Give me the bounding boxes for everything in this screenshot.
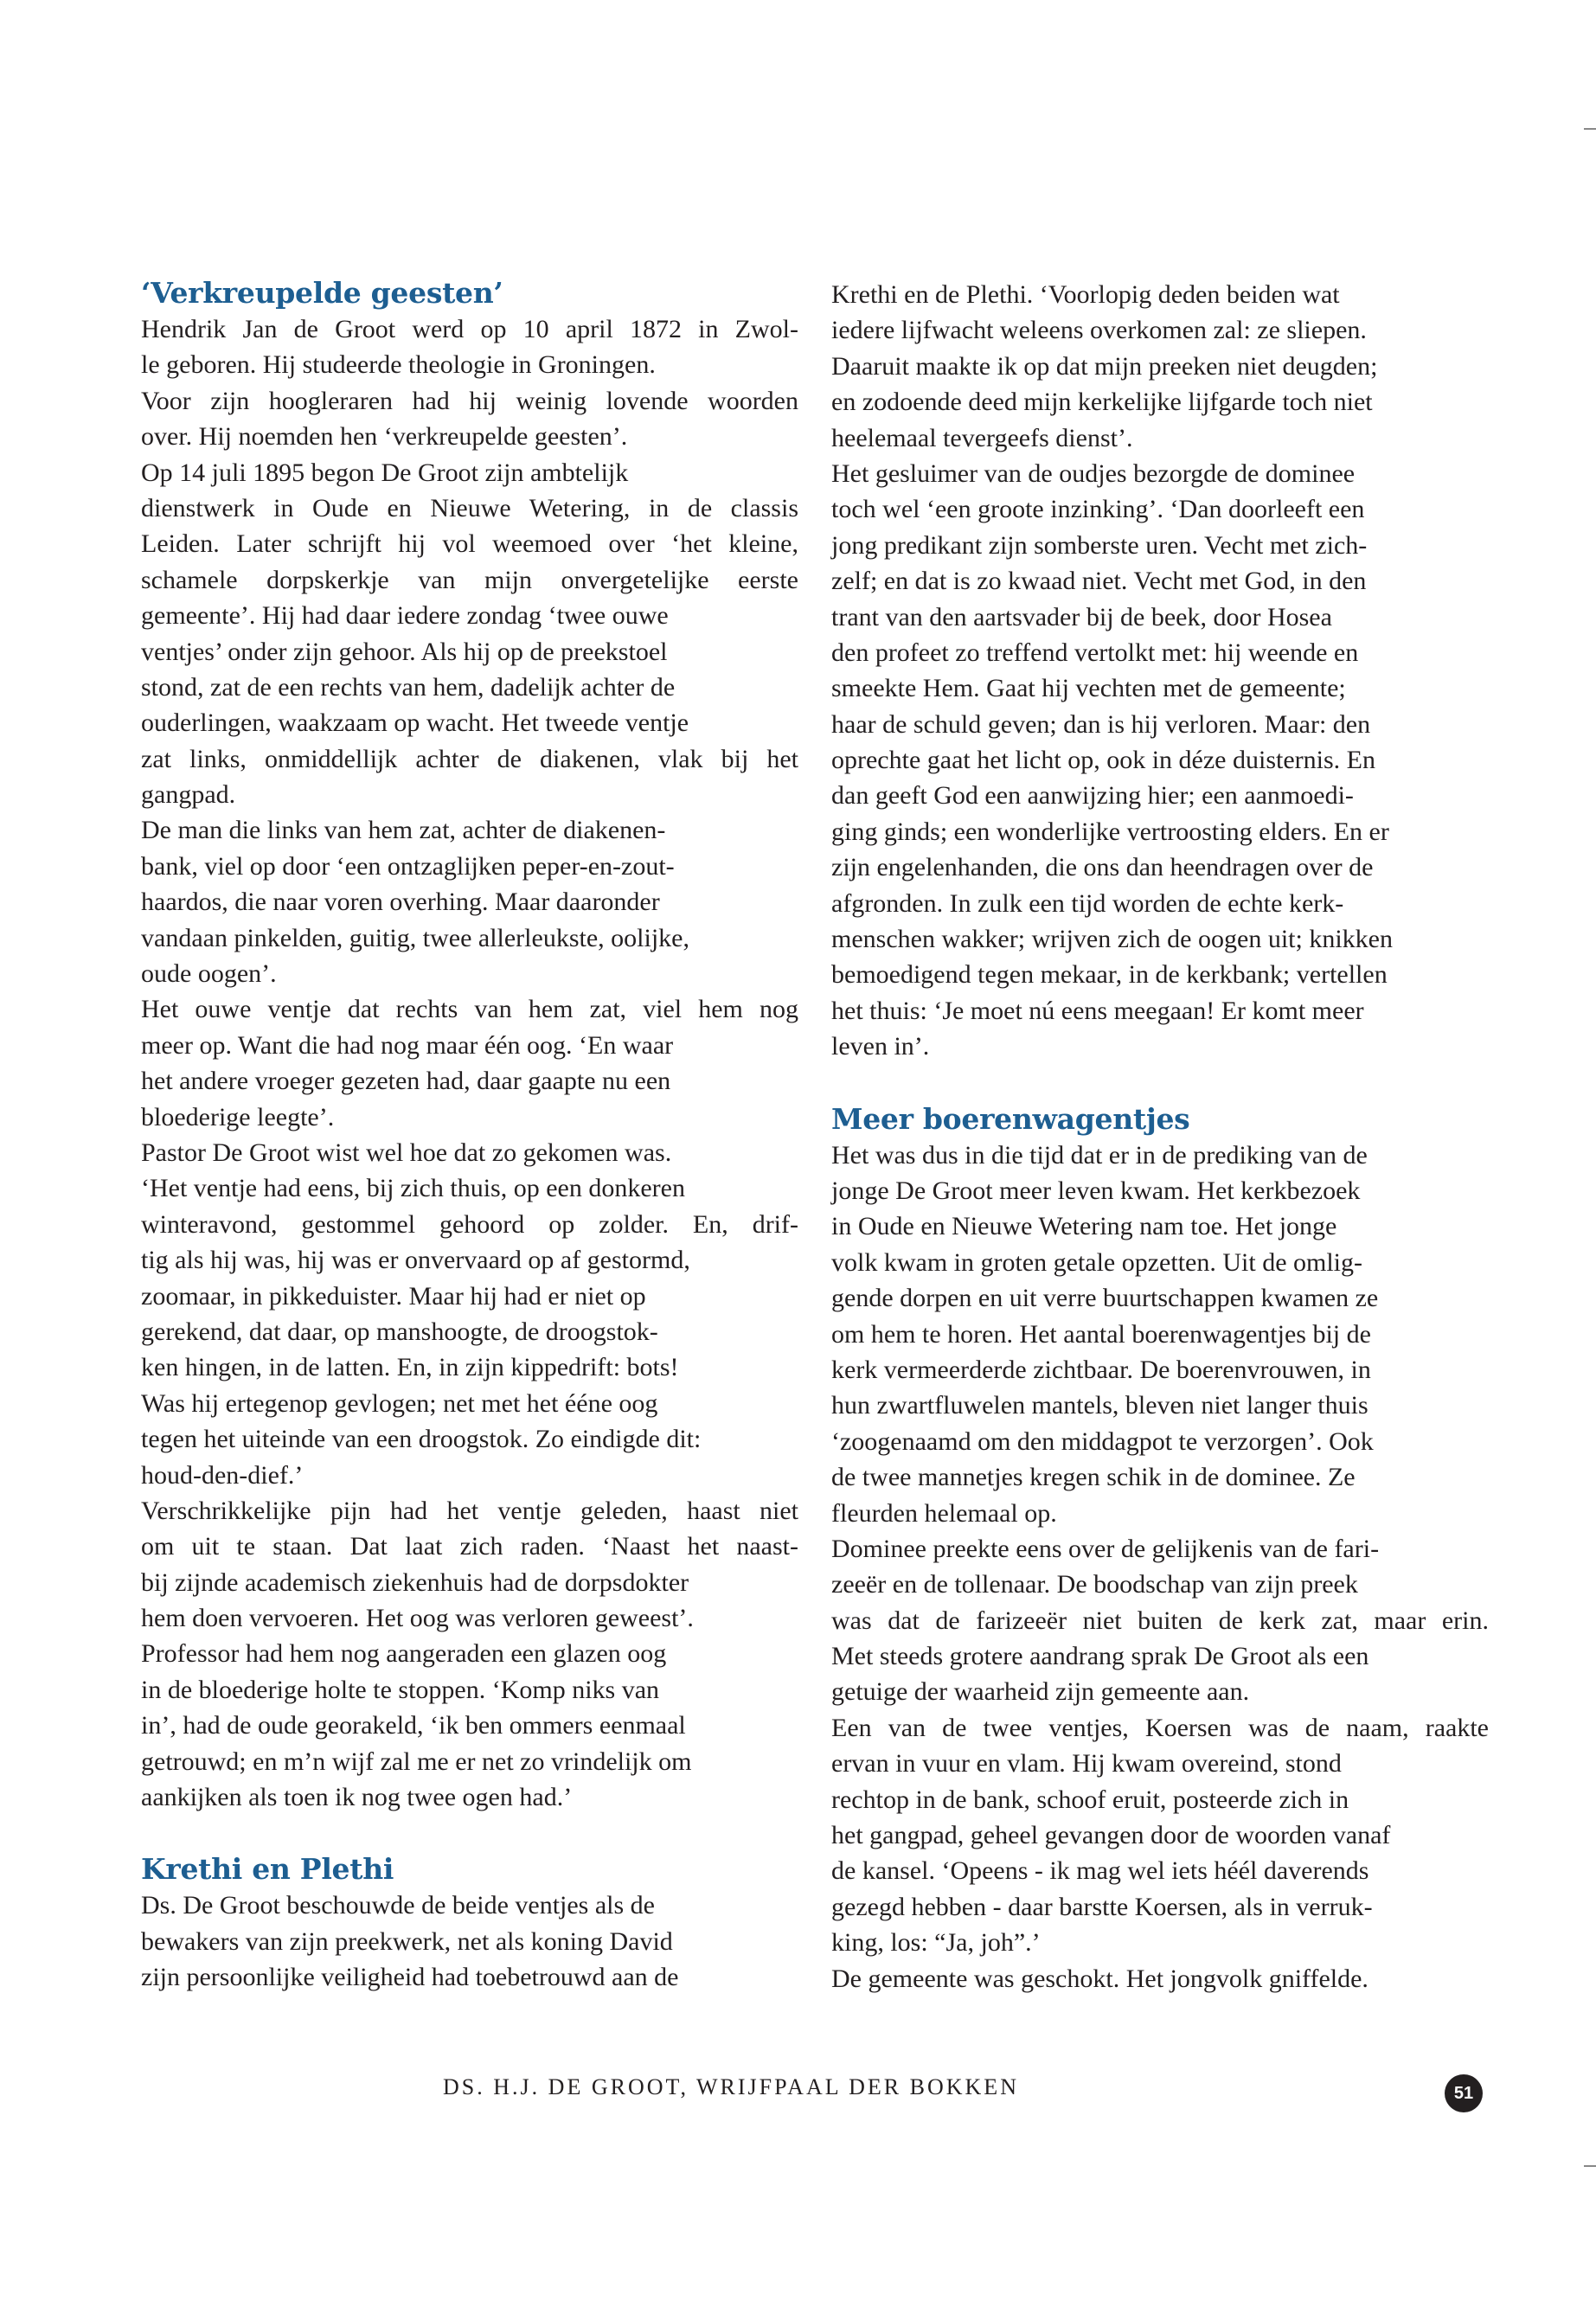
text-line: fleurden helemaal op. (831, 1498, 1057, 1528)
text-line: toch wel ‘een groote inzinking’. ‘Dan doorleeft een (831, 495, 1365, 524)
text-line: leven in’. (831, 1032, 930, 1061)
text-line: ventjes’ onder zijn gehoor. Als hij op de preekstoel (141, 637, 668, 666)
text-line: om uit te staan. Dat laat zich raden. ‘Naast het naast- (141, 1532, 798, 1561)
text-line: Dominee preekte eens over de gelijkenis van de fari- (831, 1534, 1380, 1563)
text-line: ‘Het ventje had eens, bij zich thuis, op een donkeren (141, 1174, 685, 1203)
text-line: dienstwerk in Oude en Nieuwe Wetering, in de classis (141, 493, 798, 522)
text-line: zijn persoonlijke veiligheid had toebetrouwd aan de (141, 1963, 679, 1992)
text-line: Pastor De Groot wist wel hoe dat zo gekomen was. (141, 1138, 672, 1167)
text-line: ‘zoogenaamd om den middagpot te verzorgen’. Ook (831, 1426, 1374, 1456)
text-line: iedere lijfwacht weleens overkomen zal: ze sliepen. (831, 316, 1367, 345)
left-column (141, 275, 798, 1996)
text-line: bewakers van zijn preekwerk, net als koning David (141, 1926, 673, 1956)
text-line: Hendrik Jan de Groot werd op 10 april 1872 in Zwol- (141, 315, 798, 343)
text-line: dan geeft God een aanwijzing hier; een aanmoedi- (831, 781, 1354, 811)
text-line: volk kwam in groten getale opzetten. Uit de omlig- (831, 1247, 1363, 1277)
text-line: zeeër en de tollenaar. De boodschap van zijn preek (831, 1570, 1358, 1599)
text-line: getuige der waarheid zijn gemeente aan. (831, 1677, 1250, 1707)
crop-mark-top (1584, 128, 1596, 130)
text-line: het gangpad, geheel gevangen door de woorden vanaf (831, 1821, 1391, 1850)
text-line: ouderlingen, waakzaam op wacht. Het tweede ventje (141, 708, 689, 738)
running-footer-title: DS. H.J. DE GROOT, WRIJFPAAL DER BOKKEN (443, 2074, 1019, 2099)
text-line: bemoedigend tegen mekaar, in de kerkbank; vertellen (831, 960, 1388, 990)
text-line: gemeente’. Hij had daar iedere zondag ‘twee ouwe (141, 601, 669, 631)
text-line: in de bloederige holte te stoppen. ‘Komp niks van (141, 1675, 660, 1704)
text-line: hem doen vervoeren. Het oog was verloren geweest’. (141, 1604, 694, 1633)
text-line: houd-den-dief.’ (141, 1460, 304, 1490)
text-line: haar de schuld geven; dan is hij verloren. Maar: den (831, 709, 1371, 739)
text-line: Op 14 juli 1895 begon De Groot zijn ambtelijk (141, 458, 629, 487)
text-line: Het was dus in die tijd dat er in de prediking van de (831, 1140, 1368, 1170)
text-line: Een van de twee ventjes, Koersen was de naam, raakte (831, 1713, 1489, 1742)
text-line: Krethi en de Plethi. ‘Voorlopig deden beiden wat (831, 280, 1340, 309)
text-line: aankijken als toen ik nog twee ogen had.’ (141, 1783, 573, 1812)
text-line: De man die links van hem zat, achter de diakenen- (141, 816, 666, 845)
text-line: Met steeds grotere aandrang sprak De Groot als een (831, 1642, 1369, 1671)
text-line: winteravond, gestommel gehoord op zolder. En, drif- (141, 1209, 798, 1239)
text-line: gezegd hebben - daar barstte Koersen, als in verruk- (831, 1892, 1373, 1921)
crop-mark-bottom (1584, 2165, 1596, 2167)
text-line: Voor zijn hoogleraren had hij weinig lovende woorden (141, 386, 798, 415)
page-number-badge: 51 (1445, 2074, 1483, 2112)
text-line: Professor had hem nog aangeraden een glazen oog (141, 1639, 667, 1669)
text-line: smeekte Hem. Gaat hij vechten met de gemeente; (831, 674, 1346, 703)
text-line: zoomaar, in pikkeduister. Maar hij had er niet op (141, 1281, 646, 1311)
text-line: rechtop in de bank, schoof eruit, posteerde zich in (831, 1785, 1349, 1814)
text-line: kerk vermeerderde zichtbaar. De boerenvrouwen, in (831, 1355, 1371, 1384)
text-line: bank, viel op door ‘een ontzaglijken peper-en-zout- (141, 851, 675, 881)
section-heading: Krethi en Plethi (141, 1852, 394, 1887)
text-line: haardos, die naar voren overhing. Maar daaronder (141, 888, 660, 917)
text-line: Het ouwe ventje dat rechts van hem zat, viel hem nog (141, 995, 798, 1024)
text-line: Daaruit maakte ik op dat mijn preeken niet deugden; (831, 351, 1378, 381)
text-line: het thuis: ‘Je moet nú eens meegaan! Er komt meer (831, 996, 1364, 1025)
text-line: zat links, onmiddellijk achter de diakenen, vlak bij het (141, 744, 798, 773)
text-line: getrouwd; en m’n wijf zal me er net zo vrindelijk om (141, 1747, 692, 1776)
text-line: vandaan pinkelden, guitig, twee allerleukste, oolijke, (141, 923, 689, 952)
article-section (831, 277, 1489, 1065)
text-line: heelemaal tevergeefs dienst’. (831, 423, 1133, 452)
text-line: trant van den aartsvader bij de beek, door Hosea (831, 602, 1332, 631)
text-line: in Oude en Nieuwe Wetering nam toe. Het jonge (831, 1212, 1337, 1241)
text-line: afgronden. In zulk een tijd worden de echte kerk- (831, 888, 1344, 918)
text-line: zijn engelenhanden, die ons dan heendragen over de (831, 853, 1374, 882)
text-line: schamele dorpskerkje van mijn onvergetelijke eerste (141, 565, 798, 594)
right-column (831, 277, 1489, 1997)
text-line: menschen wakker; wrijven zich de oogen uit; knikken (831, 925, 1393, 954)
text-line: hun zwartfluwelen mantels, bleven niet langer thuis (831, 1391, 1368, 1420)
text-line: over. Hij noemden hen ‘verkreupelde geesten’. (141, 422, 628, 452)
text-line: Verschrikkelijke pijn had het ventje geleden, haast niet (141, 1496, 798, 1525)
text-line: gangpad. (141, 780, 236, 810)
text-line: le geboren. Hij studeerde theologie in Groningen. (141, 350, 656, 380)
section-heading: ‘Verkreupelde geesten’ (141, 276, 503, 310)
text-line: en zodoende deed mijn kerkelijke lijfgarde toch niet (831, 388, 1373, 417)
text-line: bij zijnde academisch ziekenhuis had de dorpsdokter (141, 1567, 689, 1597)
section-heading: Meer boerenwagentjes (831, 1101, 1190, 1136)
text-line: de twee mannetjes kregen schik in de dominee. Ze (831, 1463, 1356, 1492)
text-line: in’, had de oude georakeld, ‘ik ben ommers eenmaal (141, 1711, 686, 1740)
text-line: jonge De Groot meer leven kwam. Het kerkbezoek (831, 1176, 1361, 1205)
text-line: jong predikant zijn somberste uren. Vecht met zich- (831, 530, 1368, 560)
text-line: zelf; en dat is zo kwaad niet. Vecht met God, in den (831, 567, 1367, 596)
text-line: stond, zat de een rechts van hem, dadelijk achter de (141, 672, 676, 702)
text-line: den profeet zo treffend vertolkt met: hij weende en (831, 638, 1359, 667)
text-line: het andere vroeger gezeten had, daar gaapte nu een (141, 1067, 671, 1096)
text-line: oprechte gaat het licht op, ook in déze duisternis. En (831, 746, 1375, 775)
text-line: ken hingen, in de latten. En, in zijn kippedrift: bots! (141, 1353, 679, 1382)
text-line: meer op. Want die had nog maar één oog. ‘En waar (141, 1030, 674, 1060)
text-line: Ds. De Groot beschouwde de beide ventjes als de (141, 1891, 655, 1920)
text-line: oude oogen’. (141, 959, 277, 989)
text-line: Was hij ertegenop gevlogen; net met het éénе oog (141, 1388, 658, 1418)
text-line: tegen het uiteinde van een droogstok. Zo eindigde dit: (141, 1425, 702, 1454)
text-line: ging ginds; een wonderlijke vertroosting elders. En er (831, 817, 1389, 846)
text-line: Leiden. Later schrijft hij vol weemoed over ‘het kleine, (141, 529, 798, 559)
text-line: Het gesluimer van de oudjes bezorgde de dominee (831, 458, 1356, 488)
text-line: tig als hij was, hij was er onvervaard op af gestormd, (141, 1246, 690, 1275)
text-line: om hem te horen. Het aantal boerenwagentjes bij de (831, 1319, 1371, 1349)
article-section (141, 275, 798, 1815)
text-line: gerekend, dat daar, op manshoogte, de droogstok- (141, 1317, 658, 1346)
text-line: gende dorpen en uit verre buurtschappen kwamen ze (831, 1284, 1379, 1313)
text-line: de kansel. ‘Opeens - ik mag wel iets héél daverends (831, 1856, 1369, 1886)
text-line: ervan in vuur en vlam. Hij kwam overeind, stond (831, 1749, 1342, 1779)
text-line: king, los: “Ja, joh”.’ (831, 1928, 1041, 1958)
article-section (831, 1101, 1489, 1997)
text-line: De gemeente was geschokt. Het jongvolk gniffelde. (831, 1964, 1368, 1993)
text-line: bloederige leegte’. (141, 1102, 335, 1131)
text-line: was dat de farizeeër niet buiten de kerk zat, maar erin. (831, 1606, 1489, 1635)
article-section (141, 1851, 798, 1995)
